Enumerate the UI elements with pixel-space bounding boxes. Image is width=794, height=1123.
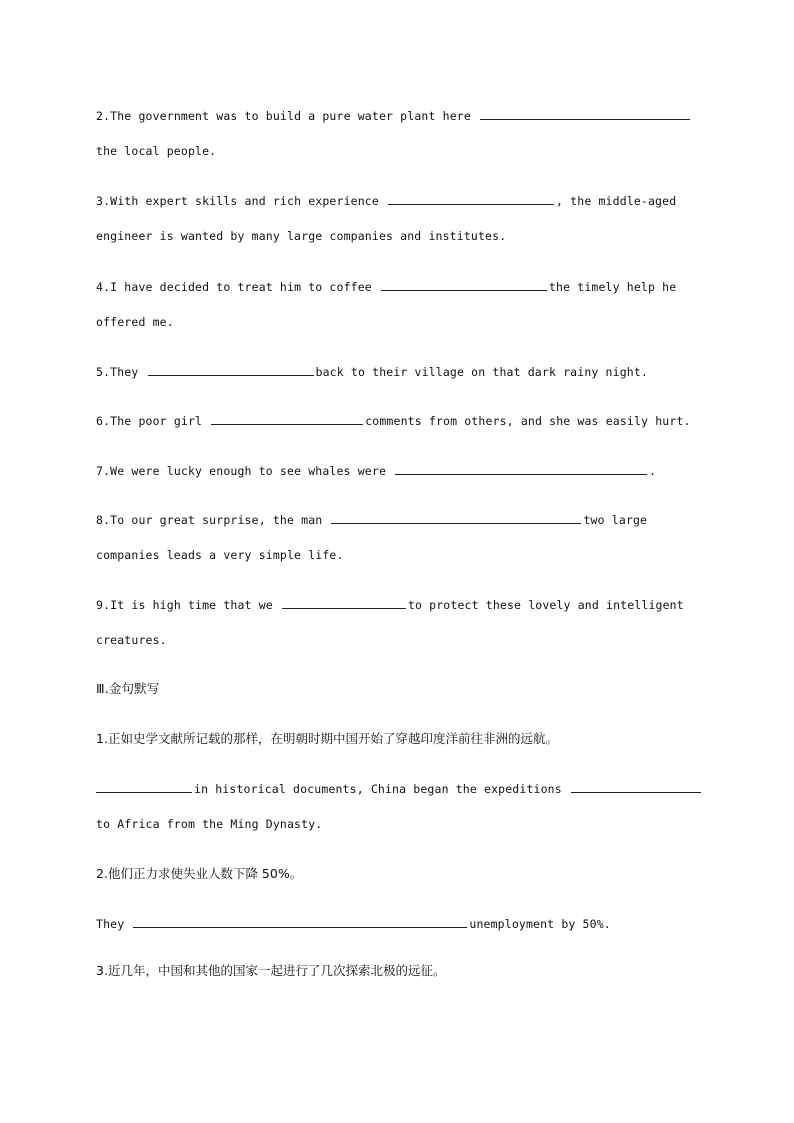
- answer-blank[interactable]: [571, 780, 701, 793]
- exercise-3-line-2: [96, 228, 506, 244]
- exercise-text: , the middle-aged: [556, 194, 677, 208]
- exercise-4-line-1: [96, 278, 676, 295]
- exercise-2-line-1: [96, 107, 692, 124]
- exercise-text: .: [649, 464, 657, 478]
- exercise-number: 3.: [96, 194, 111, 208]
- exercise-number: 4.: [96, 280, 111, 294]
- sentence-1-english-line-1: [96, 780, 703, 797]
- exercise-text: We were lucky enough to see whales were: [110, 464, 387, 478]
- exercise-text: the local people.: [96, 144, 217, 158]
- exercise-text: The government was to build a pure water plant here: [110, 109, 471, 123]
- exercise-9-line-1: [96, 596, 684, 613]
- answer-blank[interactable]: [395, 462, 647, 475]
- exercise-2-line-2: [96, 143, 216, 159]
- exercise-text: companies leads a very simple life.: [96, 548, 344, 562]
- answer-blank[interactable]: [388, 192, 554, 205]
- exercise-9-line-2: [96, 632, 167, 648]
- exercise-number: 8.: [96, 513, 111, 527]
- exercise-4-line-2: [96, 314, 174, 330]
- sentence-2-english-line-1: [96, 915, 611, 932]
- exercise-text: comments from others, and she was easily hurt.: [365, 414, 691, 428]
- english-text: in historical documents, China began the expeditions: [194, 782, 562, 796]
- exercise-7-line-1: [96, 462, 656, 479]
- answer-blank[interactable]: [148, 363, 314, 376]
- sentence-1-english-line-2: [96, 816, 322, 832]
- answer-blank[interactable]: [282, 596, 406, 609]
- exercise-text: To our great surprise, the man: [110, 513, 323, 527]
- sentence-3-chinese: [96, 963, 445, 979]
- exercise-text: two large: [583, 513, 648, 527]
- english-text: They: [96, 917, 125, 931]
- exercise-text: engineer is wanted by many large companies and institutes.: [96, 229, 507, 243]
- exercise-8-line-2: [96, 547, 344, 563]
- sentence-1-chinese: [96, 731, 558, 747]
- exercise-5-line-1: [96, 363, 648, 380]
- exercise-number: 6.: [96, 414, 111, 428]
- exercise-text: to protect these lovely and intelligent: [407, 598, 684, 612]
- exercise-text: The poor girl: [110, 414, 203, 428]
- exercise-text: the timely help he: [548, 280, 677, 294]
- chinese-prompt: 他们正力求使失业人数下降 50%。: [107, 866, 303, 881]
- sentence-number: 3.: [96, 963, 108, 978]
- english-text: to Africa from the Ming Dynasty.: [96, 817, 323, 831]
- exercise-3-line-1: [96, 192, 676, 209]
- exercise-text: With expert skills and rich experience: [110, 194, 379, 208]
- section-title: Ⅲ.金句默写: [96, 681, 160, 696]
- answer-blank[interactable]: [96, 780, 192, 793]
- exercise-number: 5.: [96, 365, 111, 379]
- answer-blank[interactable]: [381, 278, 547, 291]
- exercise-text: back to their village on that dark rainy night.: [315, 365, 648, 379]
- chinese-prompt: 正如史学文献所记载的那样，在明朝时期中国开始了穿越印度洋前往非洲的远航。: [107, 731, 558, 746]
- sentence-number: 2.: [96, 866, 108, 881]
- sentence-2-chinese: [96, 866, 302, 882]
- answer-blank[interactable]: [133, 915, 467, 928]
- exercise-number: 2.: [96, 109, 111, 123]
- answer-blank[interactable]: [331, 511, 581, 524]
- answer-blank[interactable]: [480, 107, 690, 120]
- exercise-text: They: [110, 365, 139, 379]
- chinese-prompt: 近几年，中国和其他的国家一起进行了几次探索北极的远征。: [107, 963, 446, 978]
- exercise-text: creatures.: [96, 633, 167, 647]
- sentence-number: 1.: [96, 731, 108, 746]
- exercise-number: 7.: [96, 464, 111, 478]
- answer-blank[interactable]: [211, 412, 363, 425]
- english-text: unemployment by 50%.: [469, 917, 611, 931]
- exercise-text: offered me.: [96, 315, 174, 329]
- exercise-text: It is high time that we: [110, 598, 273, 612]
- exercise-number: 9.: [96, 598, 111, 612]
- exercise-8-line-1: [96, 511, 647, 528]
- exercise-6-line-1: [96, 412, 691, 429]
- exercise-text: I have decided to treat him to coffee: [110, 280, 372, 294]
